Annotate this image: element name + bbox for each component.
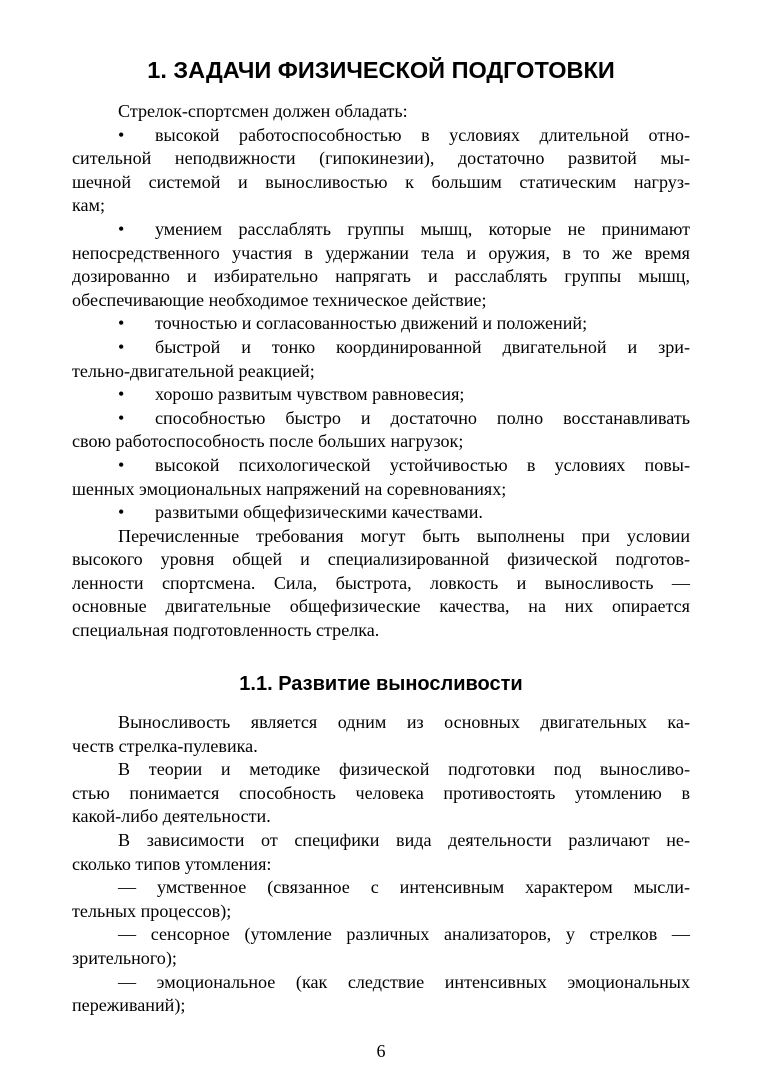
intro-text-block [72, 100, 690, 643]
text-line: кам; [72, 195, 106, 216]
text-line: шенных эмоциональных напряжений на соревнованиях; [72, 478, 507, 499]
text-line: честв стрелка-пулевика. [72, 735, 258, 756]
text-line: стью понимается способность человека противостоять утомлению в [72, 782, 690, 803]
bullet-line: • умением расслаблять группы мышц, которые не принимают [72, 218, 690, 242]
page-number: 6 [376, 1041, 386, 1061]
bullet-line: • способностью быстро и достаточно полно восстанавливать [72, 407, 690, 431]
text-line: сколько типов утомления: [72, 853, 272, 874]
text-line: — умственное (связанное с интенсивным характером мысли- [118, 877, 690, 898]
bullet-line: • точностью и согласованностью движений и положений; [72, 312, 690, 336]
text-line: В теории и методике физической подготовки под выносливо- [118, 759, 690, 780]
text-line: зрительного); [72, 947, 177, 968]
section-title: 1.1. Развитие выносливости [239, 673, 523, 695]
bullet-line: • высокой работоспособностью в условиях длительной отно- [72, 124, 690, 148]
text-line: переживаний); [72, 995, 186, 1016]
text-line: высокого уровня общей и специализированной физической подготов- [72, 549, 690, 570]
bullet-line: • высокой психологической устойчивостью в условиях повы- [72, 454, 690, 478]
text-line: какой-либо деятельности. [72, 806, 271, 827]
text-line: ленности спортсмена. Сила, быстрота, ловкость и выносливость — [72, 572, 690, 593]
bullet-line: • развитыми общефизическими качествами. [72, 501, 690, 525]
text-line: обеспечивающие необходимое техническое действие; [72, 289, 487, 310]
text-line: В зависимости от специфики вида деятельности различают не- [118, 829, 690, 850]
text-line: — сенсорное (утомление различных анализаторов, у стрелков — [118, 924, 690, 945]
chapter-title: 1. ЗАДАЧИ ФИЗИЧЕСКОЙ ПОДГОТОВКИ [147, 57, 615, 83]
text-line: тельных процессов); [72, 900, 232, 921]
text-line: непосредственного участия в удержании тела и оружия, в то же время [72, 242, 690, 263]
text-line: основные двигательные общефизические качества, на них опирается [72, 596, 690, 617]
text-line: свою работоспособность после больших нагрузок; [72, 431, 464, 452]
text-line: Перечисленные требования могут быть выполнены при условии [118, 525, 690, 546]
bullet-line: • быстрой и тонко координированной двигательной и зри- [72, 336, 690, 360]
endurance-text-block [72, 711, 690, 1018]
text-line: шечной системой и выносливостью к большим статическим нагруз- [72, 171, 690, 192]
text-line: специальная подготовленность стрелка. [72, 620, 380, 641]
bullet-line: • хорошо развитым чувством равновесия; [72, 383, 690, 407]
text-line: дозированно и избирательно напрягать и расслаблять группы мышц, [72, 266, 690, 287]
text-line: Стрелок-спортсмен должен обладать: [118, 101, 408, 121]
text-line: сительной неподвижности (гипокинезии), достаточно развитой мы- [72, 148, 690, 169]
text-line: — эмоциональное (как следствие интенсивных эмоциональных [118, 971, 690, 992]
text-line: тельно-двигательной реакцией; [72, 360, 315, 381]
text-line: Выносливость является одним из основных двигательных ка- [118, 712, 690, 732]
